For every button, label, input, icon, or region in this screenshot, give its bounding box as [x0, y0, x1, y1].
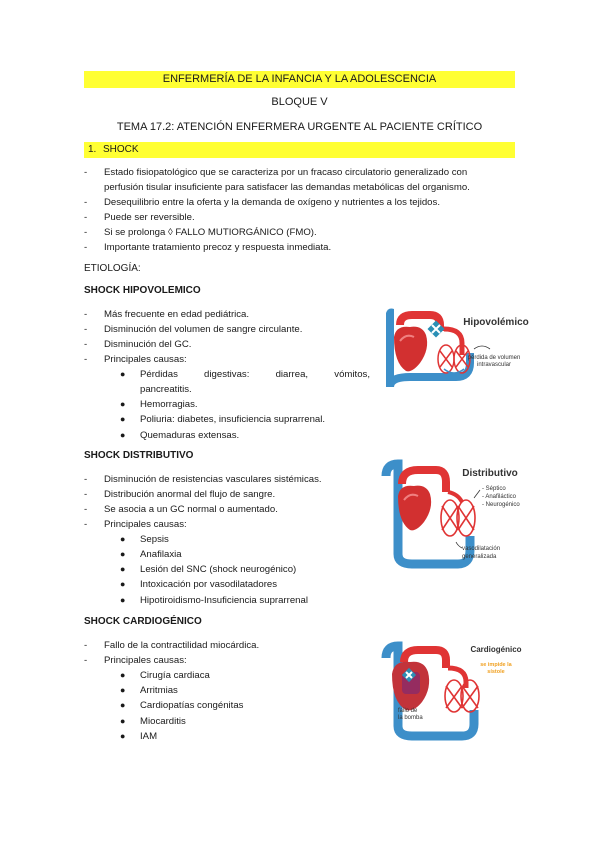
- pointer-line: [474, 490, 480, 498]
- hypo-item-1: Disminución del volumen de sangre circulante.: [104, 324, 303, 335]
- bullet-dash: -: [84, 324, 88, 335]
- bullet-dash: -: [84, 474, 88, 485]
- distributive-figure: [378, 458, 538, 570]
- intro-item-4: Importante tratamiento precoz y respuesta inmediata.: [104, 242, 332, 253]
- hypo-cause-0: Pérdidas digestivas: diarrea, vómitos,: [140, 369, 370, 380]
- bullet-dot: ●: [120, 685, 126, 695]
- hypo-cause-1: Hemorragias.: [140, 399, 198, 410]
- hypovolemic-title: SHOCK HIPOVOLEMICO: [84, 285, 201, 296]
- bullet-dot: ●: [120, 579, 126, 589]
- intro-item-0-line2: perfusión tisular insuficiente para satisfacer las demandas metabólicas del organismo.: [104, 182, 470, 193]
- bullet-dot: ●: [120, 549, 126, 559]
- heart-shape: [394, 327, 427, 372]
- cardiogenic-figure: [378, 638, 538, 742]
- dist-cause-2: Lesión del SNC (shock neurogénico): [140, 564, 297, 575]
- distributive-label-1: vasodilatación: [462, 546, 501, 552]
- cardio-cause-4: IAM: [140, 731, 158, 742]
- hypovolemic-figure-label-2: intravascular: [476, 362, 512, 368]
- bullet-dot: ●: [120, 700, 126, 710]
- cardiogenic-figure-title: Cardiogénico: [470, 645, 522, 654]
- heart-shape: [398, 486, 431, 531]
- bullet-dot: ●: [120, 716, 126, 726]
- hypovolemic-figure-title: Hipovolémico: [463, 317, 529, 328]
- hypovolemic-figure: [378, 303, 538, 391]
- dist-cause-0: Sepsis: [140, 534, 169, 545]
- bullet-dash: -: [84, 354, 88, 365]
- bullet-dash: -: [84, 197, 88, 208]
- bullet-dot: ●: [120, 564, 126, 574]
- section-heading: [84, 142, 515, 158]
- bullet-dot: ●: [120, 670, 126, 680]
- hypo-item-3: Principales causas:: [104, 354, 187, 365]
- cardio-item-1: Principales causas:: [104, 655, 187, 666]
- intro-item-0-line1: Estado fisiopatológico que se caracteriza por un fracaso circulatorio generalizado con: [104, 167, 468, 178]
- cardio-cause-3: Miocarditis: [140, 716, 186, 727]
- cardiogenic-figure-label-1: fallo de: [398, 708, 418, 714]
- dist-cause-3: Intoxicación por vasodilatadores: [140, 579, 278, 590]
- bullet-dash: -: [84, 242, 88, 253]
- topic-title: TEMA 17.2: ATENCIÓN ENFERMERA URGENTE AL PACIENTE CRÍTICO: [116, 121, 483, 133]
- intro-item-2: Puede ser reversible.: [104, 212, 195, 223]
- dist-cause-1: Anafilaxia: [140, 549, 182, 560]
- intro-item-1: Desequilibrio entre la oferta y la demanda de oxígeno y nutrientes a los tejidos.: [104, 197, 440, 208]
- bullet-dot: ●: [120, 399, 126, 409]
- vein-shape: [386, 309, 394, 388]
- dist-item-2: Se asocia a un GC normal o aumentado.: [104, 504, 278, 515]
- bullet-dash: -: [84, 489, 88, 500]
- bullet-dash: -: [84, 167, 88, 178]
- dist-item-1: Distribución anormal del flujo de sangre.: [104, 489, 276, 500]
- cardio-item-0: Fallo de la contractilidad miocárdica.: [104, 640, 260, 651]
- capillary-bed: [441, 500, 475, 536]
- cardio-cause-1: Arritmias: [140, 685, 178, 696]
- dist-cause-4: Hipotiroidismo-Insuficiencia suprarrenal: [140, 595, 308, 606]
- distributive-label-2: generalizada: [462, 554, 497, 560]
- pointer-line: [474, 346, 490, 349]
- course-title: ENFERMERÍA DE LA INFANCIA Y LA ADOLESCENCIA: [84, 71, 515, 88]
- cardiogenic-figure-sub-1: se impide la: [480, 662, 512, 668]
- hypo-item-0: Más frecuente en edad pediátrica.: [104, 309, 250, 320]
- cardiogenic-title: SHOCK CARDIOGÉNICO: [84, 616, 202, 627]
- bullet-dot: ●: [120, 430, 126, 440]
- bullet-dash: -: [84, 519, 88, 530]
- section-title: SHOCK: [103, 144, 139, 155]
- bullet-dash: -: [84, 504, 88, 515]
- etiology-label: ETIOLOGÍA:: [84, 263, 141, 274]
- hypo-cause-0-cont: pancreatitis.: [140, 384, 192, 395]
- dist-item-0: Disminución de resistencias vasculares sistémicas.: [104, 474, 322, 485]
- block-title: BLOQUE V: [271, 96, 328, 108]
- bullet-dash: -: [84, 227, 88, 238]
- distributive-figure-title: Distributivo: [462, 468, 518, 479]
- bullet-dash: -: [84, 309, 88, 320]
- bullet-dot: ●: [120, 534, 126, 544]
- bullet-dash: -: [84, 339, 88, 350]
- bullet-dash: -: [84, 640, 88, 651]
- bullet-dash: -: [84, 212, 88, 223]
- bullet-dot: ●: [120, 414, 126, 424]
- distributive-title: SHOCK DISTRIBUTIVO: [84, 450, 194, 461]
- hypovolemic-figure-label-1: pérdida de volumen: [467, 355, 521, 361]
- distributive-type-2: - Neurogénico: [482, 502, 520, 508]
- section-number: 1.: [88, 144, 97, 155]
- cardio-cause-0: Cirugía cardiaca: [140, 670, 210, 681]
- cardiogenic-figure-sub-2: sístole: [487, 669, 505, 675]
- bullet-dot: ●: [120, 369, 126, 379]
- bullet-dash: -: [84, 655, 88, 666]
- distributive-type-0: - Séptico: [482, 486, 506, 492]
- distributive-type-1: - Anafiláctico: [482, 494, 517, 500]
- cardiogenic-figure-label-2: la bomba: [398, 715, 423, 721]
- dist-item-3: Principales causas:: [104, 519, 187, 530]
- bullet-dot: ●: [120, 731, 126, 741]
- intro-item-3: Si se prolonga ◊ FALLO MUTIORGÁNICO (FMO).: [104, 227, 317, 238]
- hypo-cause-2: Poliuria: diabetes, insuficiencia suprarrenal.: [140, 414, 326, 425]
- hypo-item-2: Disminución del GC.: [104, 339, 192, 350]
- bullet-dot: ●: [120, 595, 126, 605]
- capillary-bed: [445, 680, 479, 712]
- hypo-cause-3: Quemaduras extensas.: [140, 430, 240, 441]
- cardio-cause-2: Cardiopatías congénitas: [140, 700, 244, 711]
